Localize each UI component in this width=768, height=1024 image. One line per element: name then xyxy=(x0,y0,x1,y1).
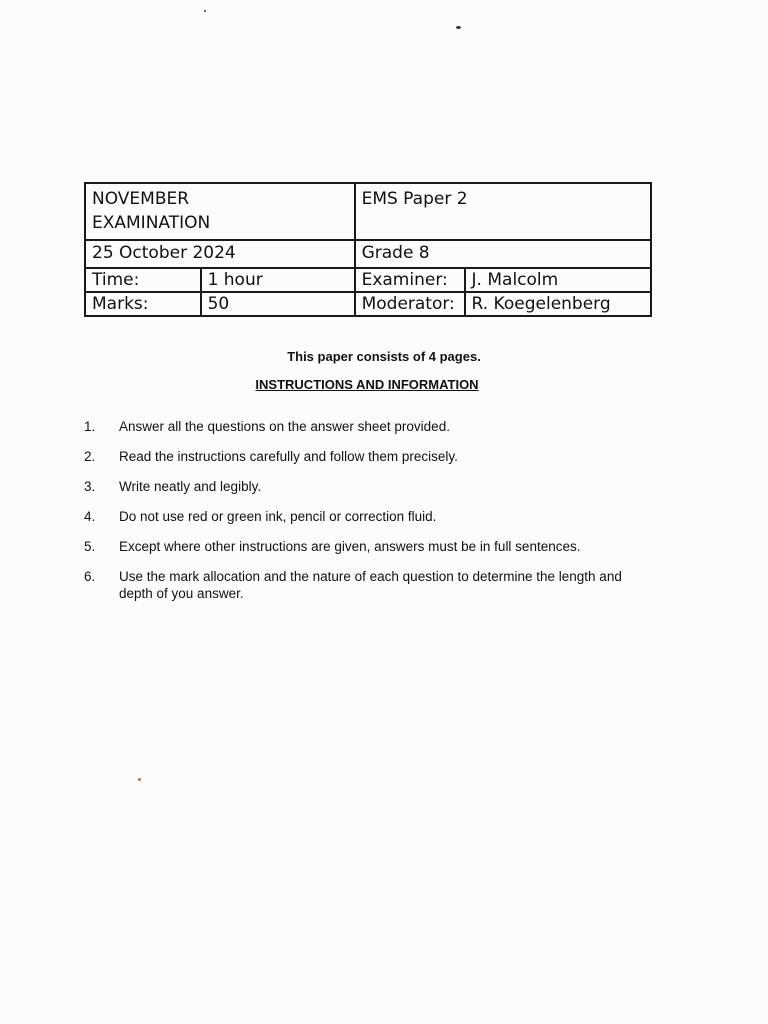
instruction-item xyxy=(84,448,644,465)
moderator-label: Moderator: xyxy=(355,292,465,316)
instruction-number: 4. xyxy=(84,509,96,524)
moderator-value: R. Koegelenberg xyxy=(465,292,651,316)
exam-date: 25 October 2024 xyxy=(92,243,236,263)
exam-header-table xyxy=(84,182,652,317)
instructions-list xyxy=(84,418,644,615)
date-cell xyxy=(85,240,355,268)
header-row-date xyxy=(85,240,651,268)
marks-value: 50 xyxy=(201,292,355,316)
paper-name: EMS Paper 2 xyxy=(361,189,468,209)
instruction-number: 5. xyxy=(84,539,96,554)
header-row-title xyxy=(85,183,651,240)
time-label: Time: xyxy=(85,268,201,292)
scan-speck xyxy=(456,26,461,29)
marks-label: Marks: xyxy=(85,292,201,316)
grade-cell xyxy=(355,240,651,268)
instruction-text: Use the mark allocation and the nature of each question to determine the length and depth of you answer. xyxy=(119,569,622,601)
exam-title-cell xyxy=(85,183,355,240)
instruction-text: Do not use red or green ink, pencil or correction fluid. xyxy=(119,509,437,524)
instruction-item xyxy=(84,538,644,555)
instructions-heading: INSTRUCTIONS AND INFORMATION xyxy=(255,377,479,392)
grade: Grade 8 xyxy=(361,243,430,263)
page-count-note: This paper consists of 4 pages. xyxy=(287,349,481,364)
instruction-text: Read the instructions carefully and follow them precisely. xyxy=(119,449,458,464)
instruction-number: 6. xyxy=(84,569,96,584)
instruction-text: Write neatly and legibly. xyxy=(119,479,262,494)
instruction-text: Except where other instructions are given, answers must be in full sentences. xyxy=(119,539,581,554)
exam-title-line2: EXAMINATION xyxy=(92,213,211,233)
instruction-item xyxy=(84,568,644,602)
examiner-label: Examiner: xyxy=(355,268,465,292)
instruction-item xyxy=(84,508,644,525)
time-value: 1 hour xyxy=(201,268,355,292)
header-row-marks xyxy=(85,292,651,316)
paper-cell xyxy=(355,183,651,240)
examiner-value: J. Malcolm xyxy=(465,268,651,292)
instruction-number: 3. xyxy=(84,479,96,494)
instruction-item xyxy=(84,478,644,495)
exam-title-line1: NOVEMBER xyxy=(92,189,190,209)
scan-speck xyxy=(204,10,206,12)
instruction-number: 1. xyxy=(84,419,96,434)
header-row-time xyxy=(85,268,651,292)
instruction-number: 2. xyxy=(84,449,96,464)
instruction-text: Answer all the questions on the answer sheet provided. xyxy=(119,419,450,434)
scan-speck xyxy=(138,778,141,781)
instruction-item xyxy=(84,418,644,435)
